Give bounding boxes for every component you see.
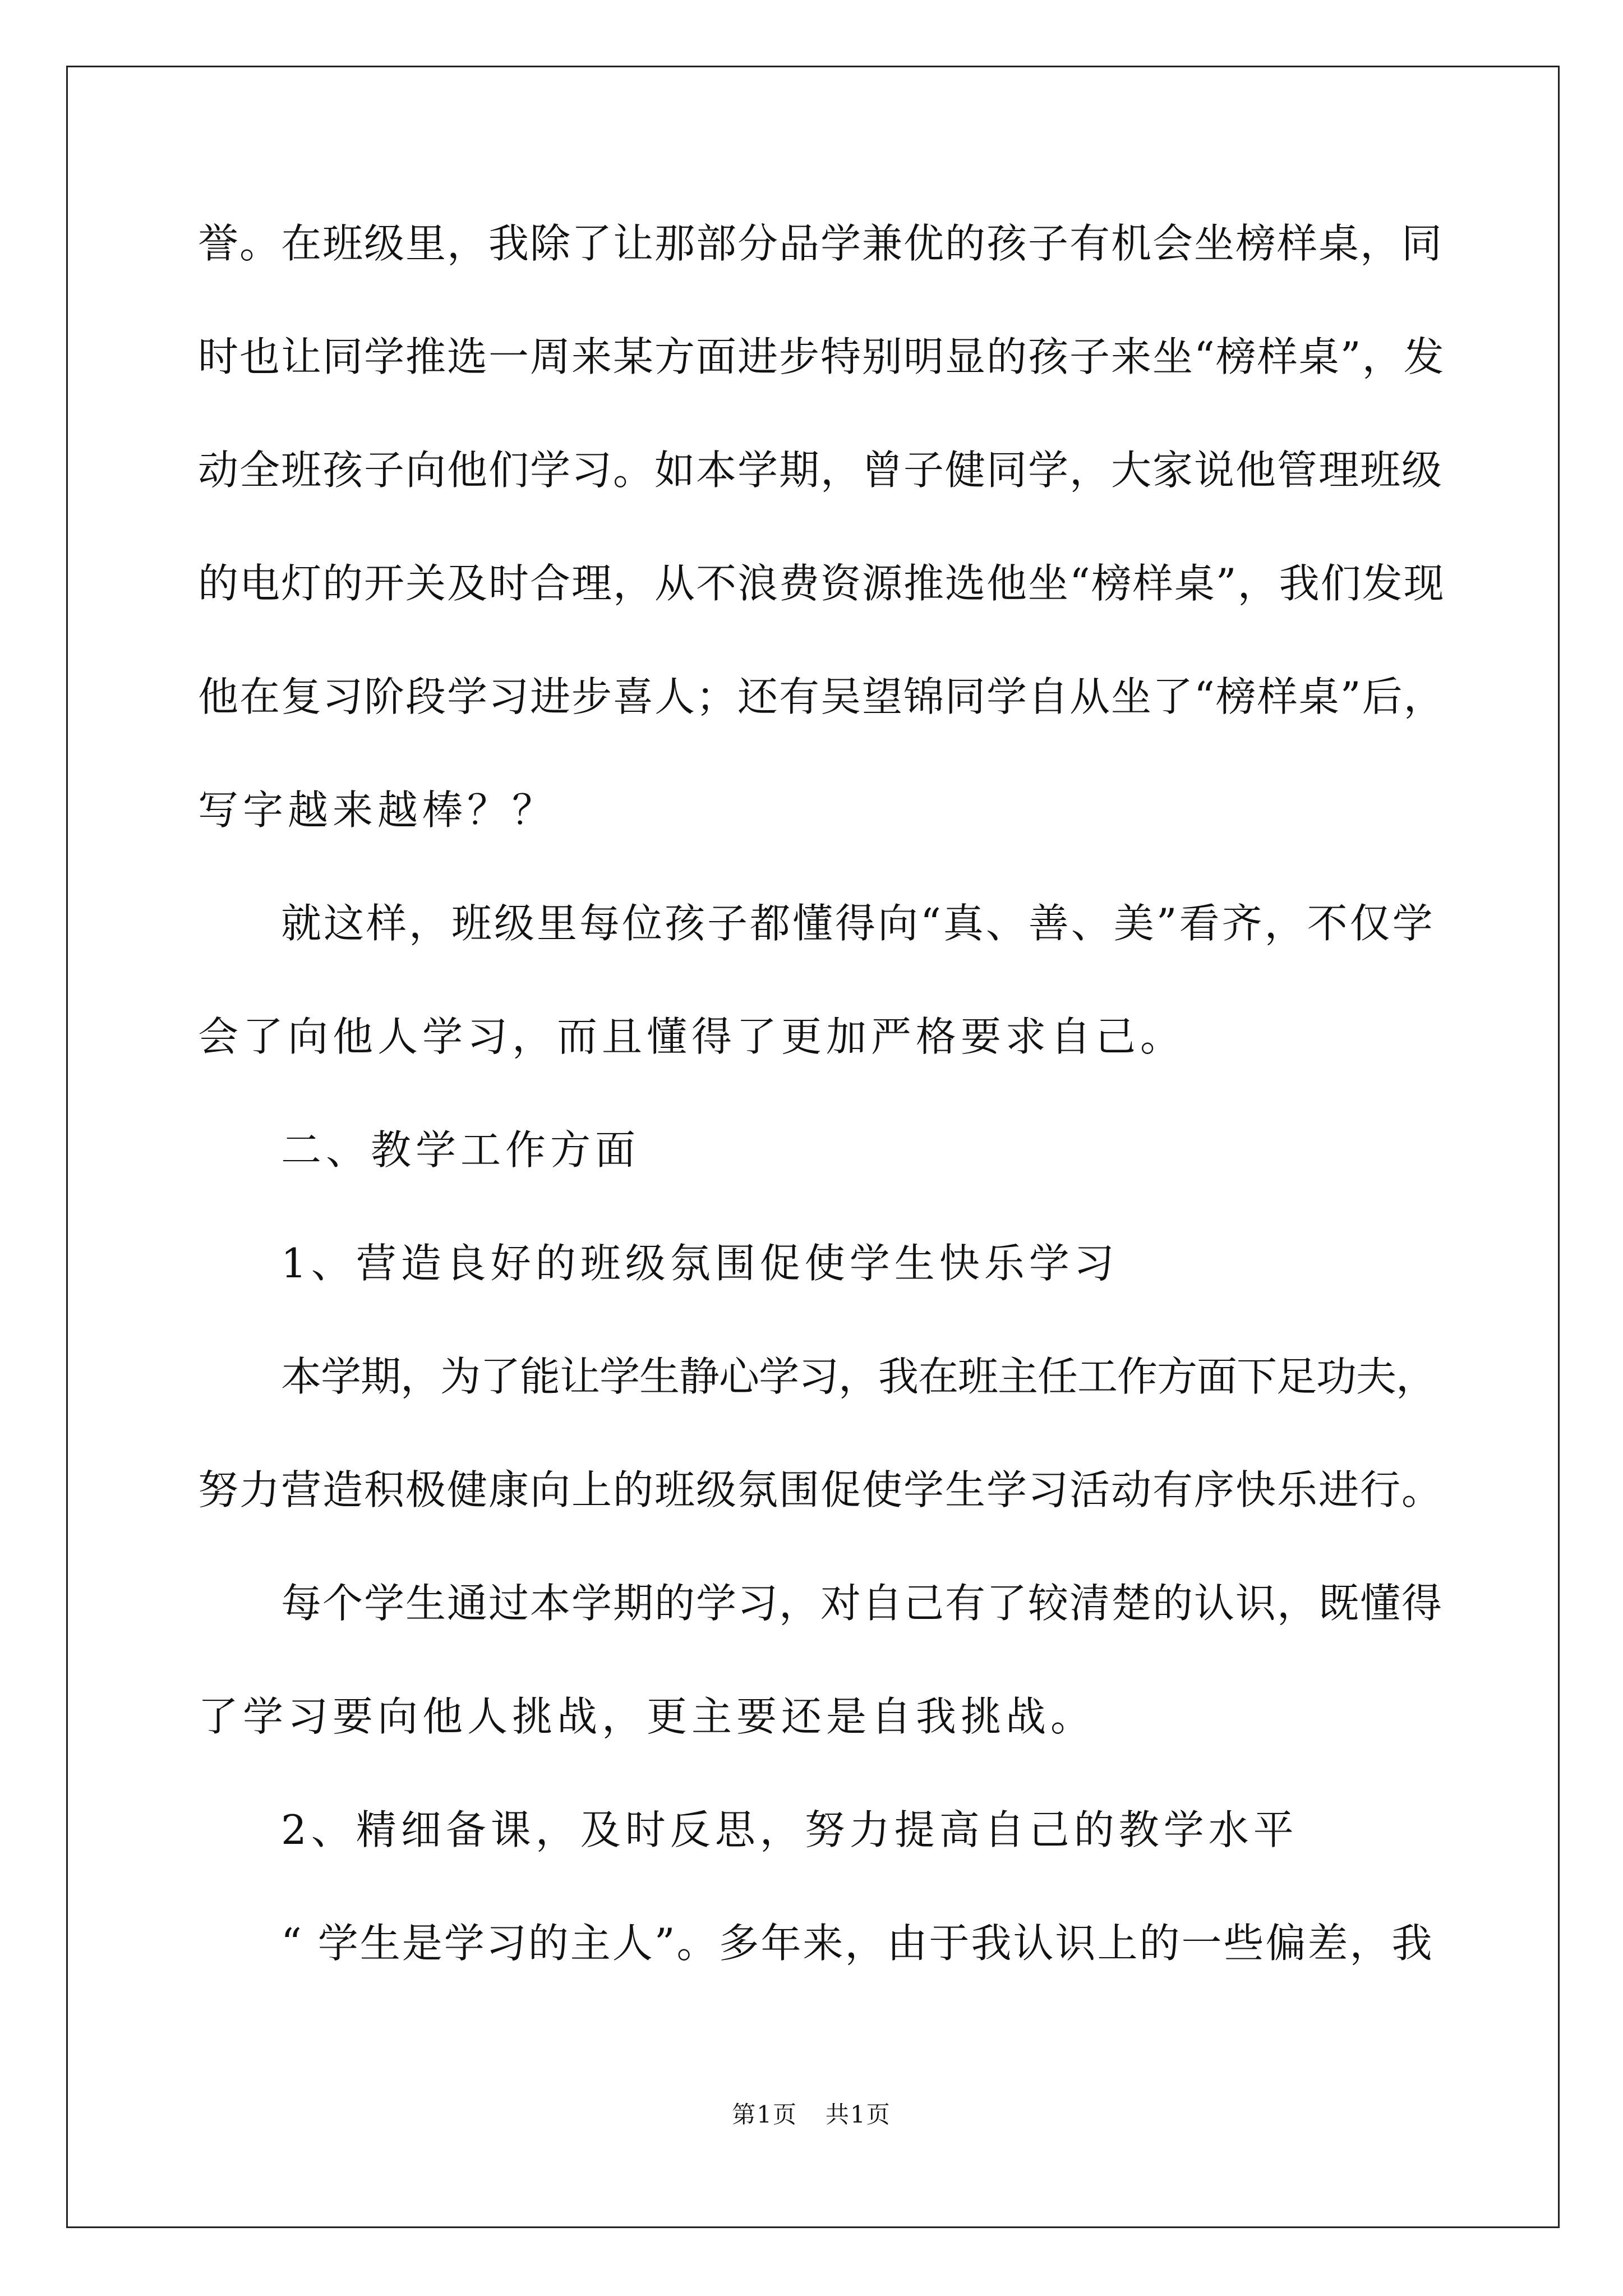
text-line: 努力营造积极健康向上的班级氛围促使学生学习活动有序快乐进行。 [198, 1466, 1444, 1513]
subsection-heading: 1、营造良好的班级氛围促使学生快乐学习 [281, 1240, 1119, 1287]
paragraph-first-line: 每个学生通过本学期的学习，对自己有了较清楚的认识，既懂得 [281, 1580, 1444, 1627]
paragraph-first-line: 就这样，班级里每位孩子都懂得向“真、善、美”看齐，不仅学 [281, 900, 1435, 947]
text-line: 誉。在班级里，我除了让那部分品学兼优的孩子有机会坐榜样桌，同 [198, 220, 1444, 267]
paragraph-first-line: 本学期，为了能让学生静心学习，我在班主任工作方面下足功夫， [281, 1353, 1436, 1400]
page-total: 共1页 [826, 2101, 891, 2128]
text-line: 写字越来越棒？？ [198, 786, 557, 834]
page-footer [0, 2098, 1623, 2132]
text-line: 了学习要向他人挑战，更主要还是自我挑战。 [198, 1693, 1096, 1740]
text-line: 他在复习阶段学习进步喜人；还有吴望锦同学自从坐了“榜样桌”后， [198, 673, 1445, 720]
text-line: 会了向他人学习，而且懂得了更加严格要求自己。 [198, 1013, 1186, 1060]
text-line: 动全班孩子向他们学习。如本学期，曾子健同学，大家说他管理班级 [198, 447, 1444, 494]
text-line: 时也让同学推选一周来某方面进步特别明显的孩子来坐“榜样桌”，发 [198, 333, 1445, 380]
subsection-heading: 2、精细备课，及时反思，努力提高自己的教学水平 [281, 1806, 1298, 1853]
paragraph-first-line: “ 学生是学习的主人”。多年来，由于我认识上的一些偏差，我 [281, 1920, 1434, 1967]
section-heading: 二、教学工作方面 [281, 1126, 640, 1174]
text-line: 的电灯的开关及时合理，从不浪费资源推选他坐“榜样桌”，我们发现 [198, 560, 1445, 607]
page-number: 第1页 [732, 2101, 797, 2128]
